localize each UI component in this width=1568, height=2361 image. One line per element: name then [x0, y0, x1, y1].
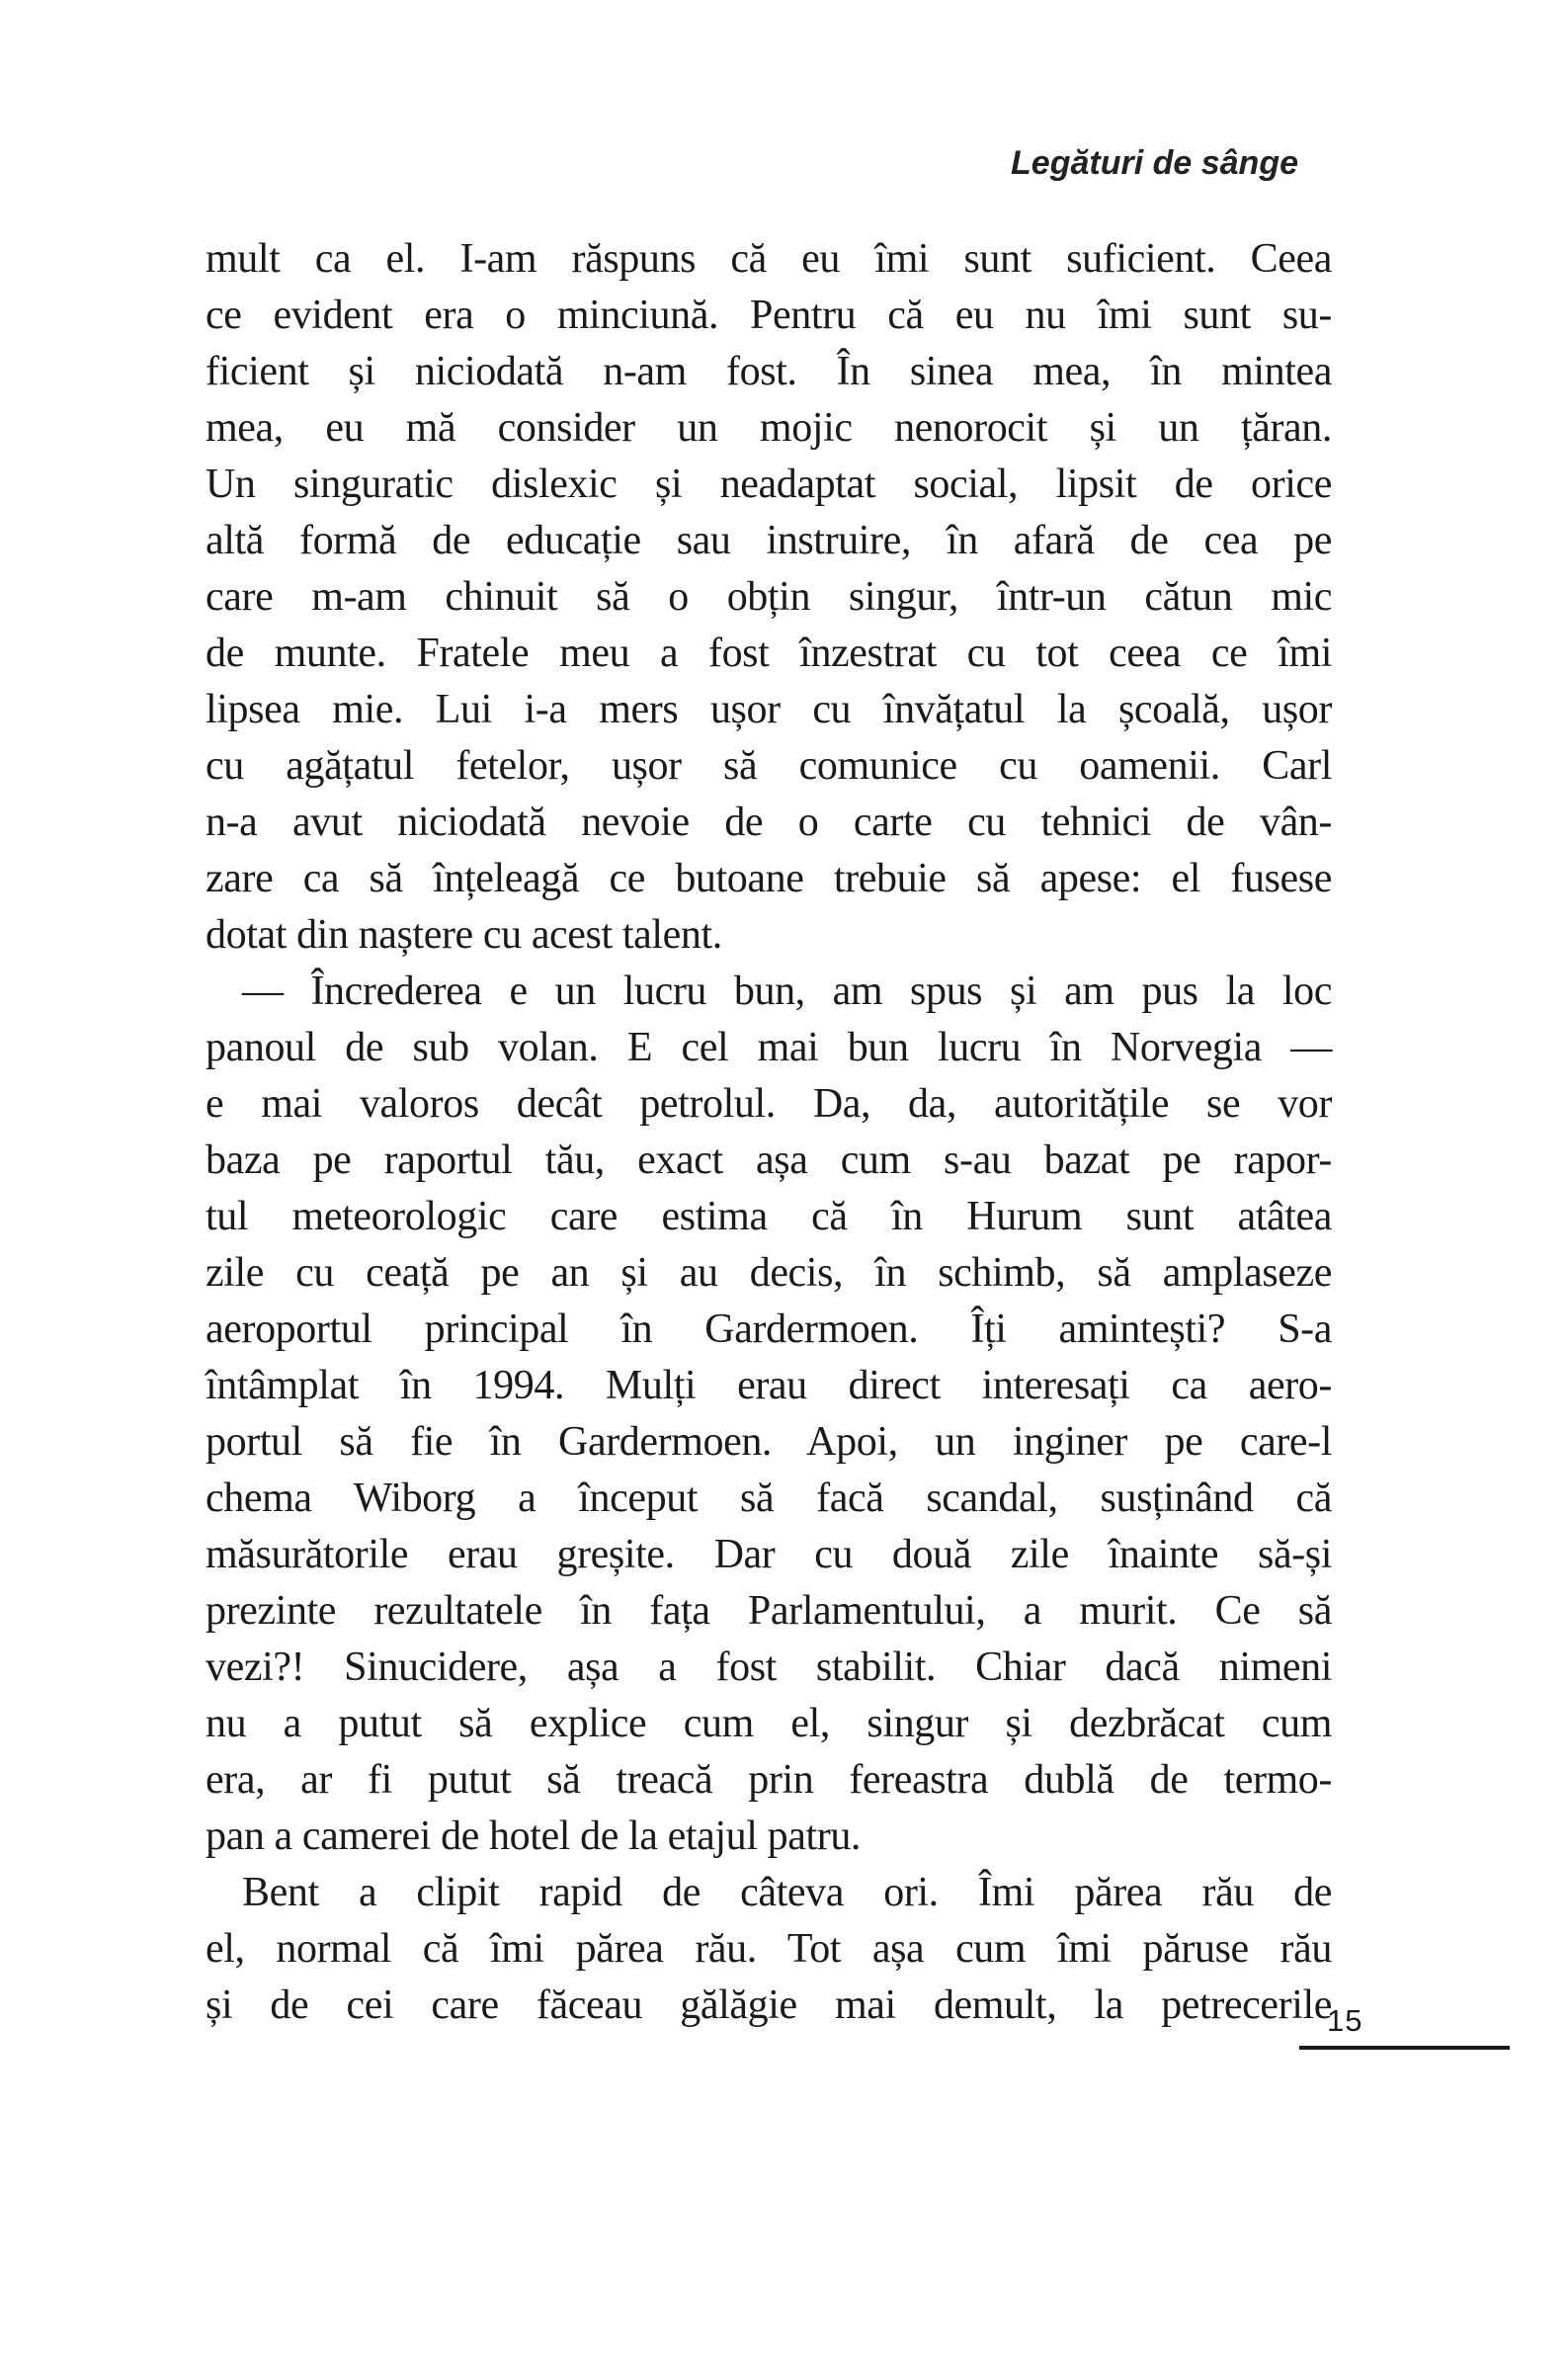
- text-line: el, normal că îmi părea rău. Tot așa cum îmi păruse rău: [206, 1926, 1332, 1972]
- text-line: de munte. Fratele meu a fost înzestrat cu tot ceea ce îmi: [206, 631, 1332, 676]
- text-line: întâmplat în 1994. Mulți erau direct interesați ca aero-: [206, 1363, 1332, 1408]
- running-header-title: Legături de sânge: [1011, 144, 1298, 182]
- text-line: — Încrederea e un lucru bun, am spus și am pus la loc: [242, 969, 1332, 1014]
- page-number: 15: [1327, 2003, 1363, 2038]
- text-line: portul să fie în Gardermoen. Apoi, un inginer pe care-l: [206, 1419, 1332, 1465]
- text-line: e mai valoros decât petrolul. Da, da, autoritățile se vor: [206, 1081, 1332, 1127]
- text-line: zare ca să înțeleagă ce butoane trebuie să apese: el fusese: [206, 856, 1332, 901]
- text-line: panoul de sub volan. E cel mai bun lucru în Norvegia —: [206, 1025, 1332, 1070]
- text-line: chema Wiborg a început să facă scandal, susținând că: [206, 1476, 1332, 1521]
- text-line: vezi?! Sinucidere, așa a fost stabilit. Chiar dacă nimeni: [206, 1644, 1332, 1690]
- text-line: n-a avut niciodată nevoie de o carte cu tehnici de vân-: [206, 800, 1332, 845]
- text-line: măsurătorile erau greșite. Dar cu două zile înainte să-și: [206, 1532, 1332, 1577]
- text-line: dotat din naștere cu acest talent.: [206, 912, 722, 958]
- text-line: lipsea mie. Lui i-a mers ușor cu învățatul la școală, ușor: [206, 687, 1332, 732]
- text-line: pan a camerei de hotel de la etajul patru.: [206, 1813, 862, 1859]
- text-line: baza pe raportul tău, exact așa cum s-au bazat pe rapor-: [206, 1138, 1332, 1183]
- text-line: și de cei care făceau gălăgie mai demult, la petrecerile: [206, 1982, 1332, 2028]
- text-line: mult ca el. I-am răspuns că eu îmi sunt suficient. Ceea: [206, 236, 1332, 282]
- text-line: prezinte rezultatele în fața Parlamentului, a murit. Ce să: [206, 1588, 1332, 1634]
- text-line: tul meteorologic care estima că în Hurum sunt atâtea: [206, 1194, 1332, 1239]
- text-line: care m-am chinuit să o obțin singur, într-un cătun mic: [206, 574, 1332, 620]
- text-line: cu agățatul fetelor, ușor să comunice cu oamenii. Carl: [206, 743, 1332, 789]
- text-line: zile cu ceață pe an și au decis, în schimb, să amplaseze: [206, 1250, 1332, 1296]
- text-line: aeroportul principal în Gardermoen. Îți amintești? S-a: [206, 1307, 1332, 1352]
- text-line: Bent a clipit rapid de câteva ori. Îmi părea rău de: [242, 1870, 1332, 1915]
- text-line: ce evident era o minciună. Pentru că eu nu îmi sunt su-: [206, 293, 1332, 338]
- text-line: altă formă de educație sau instruire, în afară de cea pe: [206, 518, 1332, 563]
- text-line: ficient și niciodată n-am fost. În sinea mea, în mintea: [206, 349, 1332, 394]
- text-line: era, ar fi putut să treacă prin fereastra dublă de termo-: [206, 1757, 1332, 1803]
- page-body: [206, 231, 1332, 2034]
- text-line: mea, eu mă consider un mojic nenorocit și un țăran.: [206, 405, 1332, 451]
- text-line: nu a putut să explice cum el, singur și dezbrăcat cum: [206, 1701, 1332, 1746]
- text-line: Un singuratic dislexic și neadaptat social, lipsit de orice: [206, 462, 1332, 507]
- footer-rule: [1299, 2046, 1510, 2050]
